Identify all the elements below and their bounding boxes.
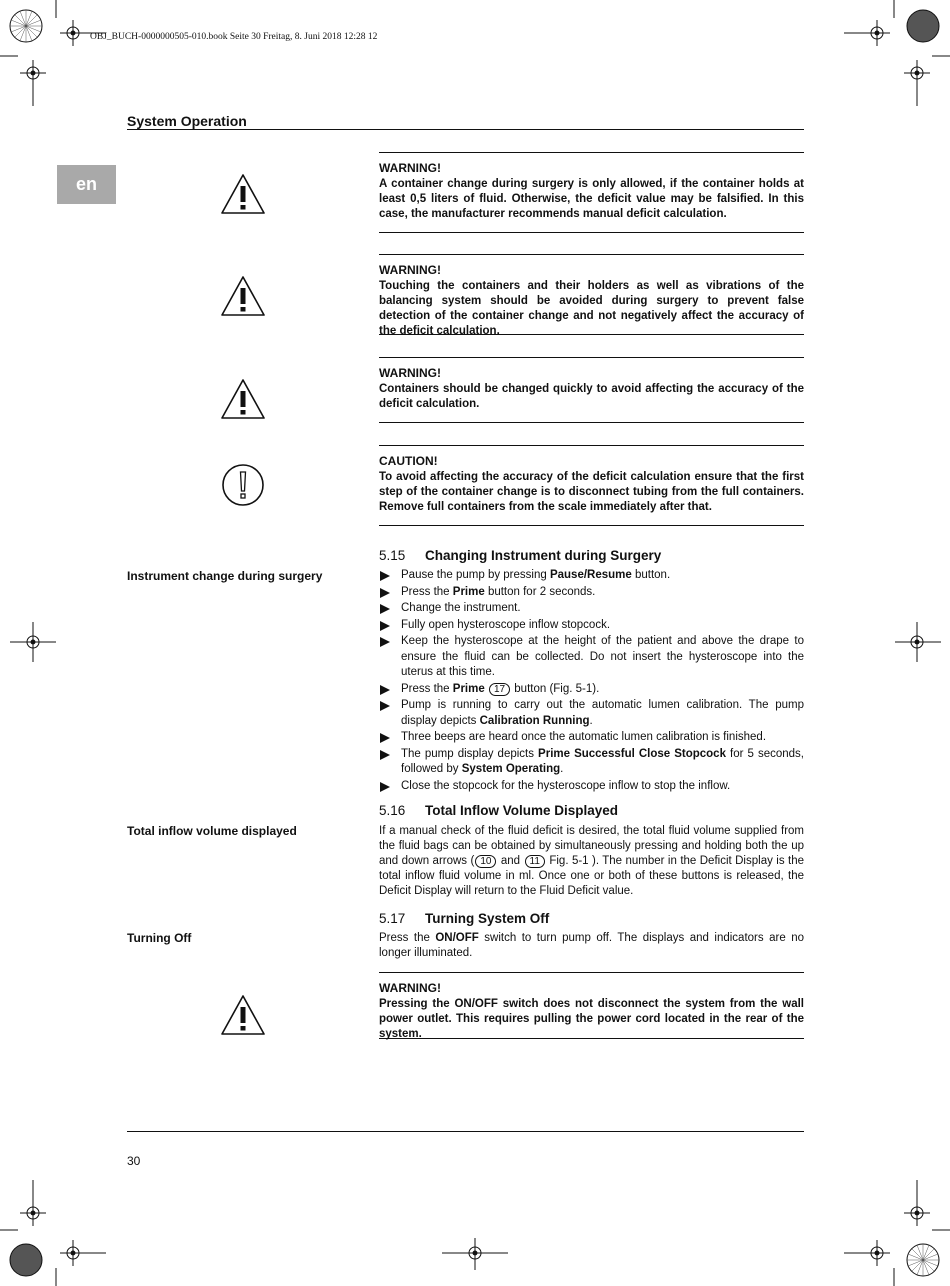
language-tab: en [57,165,116,204]
warning-triangle-icon [219,274,267,318]
total-inflow-paragraph: If a manual check of the fluid deficit is desired, the total fluid volume supplied from the fluid bags can be obtained by simultaneously pressing and holding both the up and down arrows ( 10 and 11 Fig. 5-1 ). The number in the Deficit Display is the total inflow fluid volume in ml. Once one or both of these buttons is released, the Deficit Display will return to the Fluid Deficit value. [379,825,804,897]
heading-number: 5.17 [379,911,406,926]
heading-5-15 [379,548,661,563]
heading-5-16 [379,803,618,818]
warning-text: A container change during surgery is only allowed, if the container holds at least 0,5 liters of fluid. Otherwise, the deficit value may be falsified. In this case, the manufacturer recommends manual deficit calculation. [379,178,804,220]
sidebar-label-turning-off: Turning Off [127,931,192,945]
callout-number: 11 [525,855,545,868]
warning-triangle-icon [219,172,267,216]
list-item: Pump is running to carry out the automatic lumen calibration. The pump display depicts Calibration Running. [379,698,804,729]
heading-number: 5.15 [379,548,406,563]
warning-text: Containers should be changed quickly to avoid affecting the accuracy of the deficit calculation. [379,383,804,410]
warning-text: Touching the containers and their holders as well as vibrations of the balancing system should be avoided during surgery to prevent false detection of the container change and not negatively affect the accuracy of the deficit calculation. [379,280,804,337]
registration-mark-middle-left [10,620,60,664]
footer-rule [127,1131,804,1132]
list-item: Pause the pump by pressing Pause/Resume button. [379,568,804,584]
heading-title: Changing Instrument during Surgery [425,548,662,563]
caution-title: CAUTION! [379,454,438,468]
warning-triangle-icon [219,377,267,421]
registration-mark-top-left [0,0,130,110]
warning-text: Pressing the ON/OFF switch does not disconnect the system from the wall power outlet. This requires pulling the power cord located in the rear of the system. [379,998,804,1040]
warning-box-1 [379,152,804,233]
heading-title: Turning System Off [425,911,550,926]
warning-box-3 [379,357,804,423]
registration-mark-bottom-right [820,1176,950,1286]
heading-number: 5.16 [379,803,406,818]
warning-box-2 [379,254,804,335]
turning-off-paragraph: Press the ON/OFF switch to turn pump off. The displays and indicators are no longer illuminated. [379,932,804,959]
warning-title: WARNING! [379,366,441,380]
registration-mark-bottom-center [440,1236,510,1272]
list-item: Change the instrument. [379,601,804,617]
warning-title: WARNING! [379,263,441,277]
list-item: Press the Prime 17 button (Fig. 5-1). [379,682,804,698]
section-rule [127,129,804,130]
section-title: System Operation [127,113,247,129]
heading-title: Total Inflow Volume Displayed [425,803,619,818]
page-number: 30 [127,1154,141,1168]
list-item: Fully open hysteroscope inflow stopcock. [379,618,804,634]
list-item: Three beeps are heard once the automatic lumen calibration is finished. [379,730,804,746]
warning-title: WARNING! [379,161,441,175]
registration-mark-middle-right [893,620,943,664]
heading-5-17 [379,911,549,926]
warning-triangle-icon [219,993,267,1037]
warning-box-onoff [379,972,804,1039]
caution-box [379,445,804,526]
list-item: Keep the hysteroscope at the height of the patient and above the drape to ensure the fluid can be collected. Do not insert the hysteroscope into the uterus at this time. [379,634,804,681]
sidebar-label-instrument-change: Instrument change during surgery [127,569,323,583]
caution-text: To avoid affecting the accuracy of the deficit calculation ensure that the first step of the container change is to disconnect tubing from the full containers. Remove full containers from the scale immediately after that. [379,471,804,513]
sidebar-label-total-inflow: Total inflow volume displayed [127,824,297,838]
registration-mark-bottom-left [0,1176,130,1286]
warning-title: WARNING! [379,981,441,995]
list-item: The pump display depicts Prime Successful Close Stopcock for 5 seconds, followed by System Operating. [379,747,804,778]
registration-mark-top-right [820,0,950,110]
callout-number: 17 [489,683,510,696]
book-info-line: OBJ_BUCH-0000000505-010.book Seite 30 Freitag, 8. Juni 2018 12:28 12 [90,32,378,42]
instrument-change-steps [379,568,804,795]
caution-circle-icon [219,463,267,507]
list-item: Press the Prime button for 2 seconds. [379,585,804,601]
callout-number: 10 [475,855,496,868]
list-item: Close the stopcock for the hysteroscope inflow to stop the inflow. [379,779,804,795]
